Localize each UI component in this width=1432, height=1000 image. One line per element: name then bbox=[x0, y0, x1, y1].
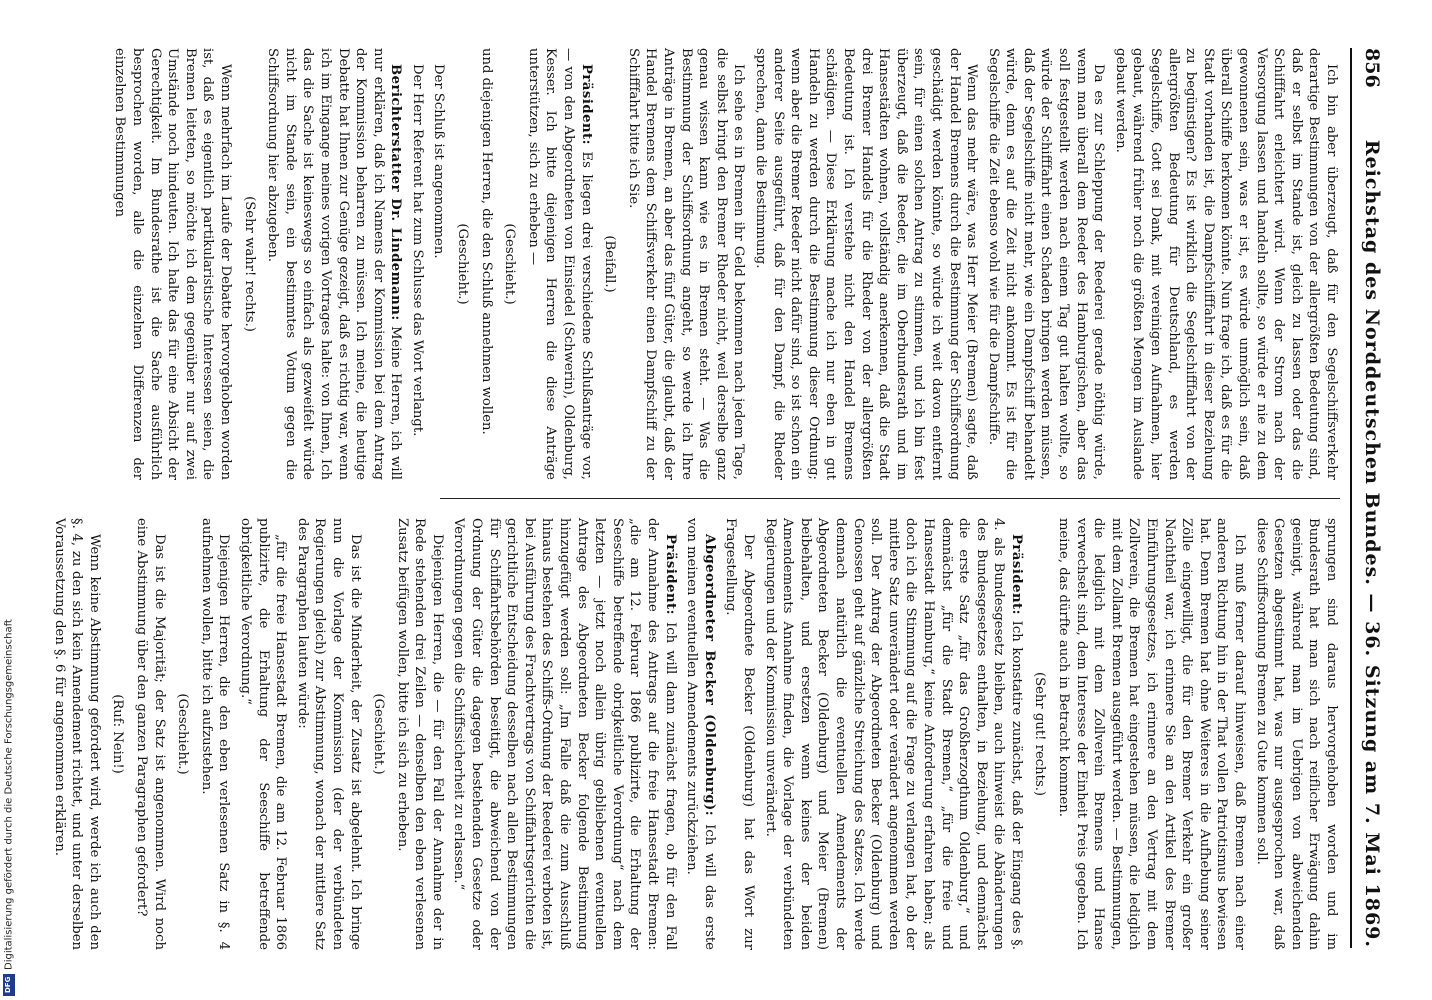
page-header bbox=[1350, 48, 1392, 948]
speech-text: Ich will das erste von meinen eventuellen Amendements zurückziehen. bbox=[684, 518, 717, 950]
text-paragraph: Das ist die Majorität; der Satz ist angenommen. Wird noch eine Abstimmung über den ganzen Paragraphen gefordert? bbox=[134, 518, 167, 950]
text-paragraph: Der Herr Referent hat zum Schlusse das Wort verlangt. bbox=[409, 64, 425, 437]
speech-text: Es liegen drei verschiedene Schlußanträge vor, — von den Abgeordneten von Einsiedel (Schwerin), Oldenburg, Kesser. Ich bitte diejenigen Herren die diese Anträge unterstützen, sich zu erheben — bbox=[525, 48, 594, 480]
column-divider bbox=[440, 498, 1340, 499]
credit-text: Digitalisierung gefördert durch die Deutsche Forschungsgemeinschaft bbox=[3, 619, 15, 970]
speaker-name: Präsident: bbox=[662, 534, 678, 616]
stage-direction: (Geschieht.) bbox=[371, 693, 387, 775]
speech-paragraph bbox=[683, 518, 718, 950]
text-paragraph: Der Abgeordnete Becker (Oldenburg) hat das Wort zur Fragestellung. bbox=[723, 518, 756, 950]
text-paragraph: sprungen sind daraus hervorgehoben worden und im Bundesrath hat man sich nach reiflicher Erwägung dahin geeinigt, während man im Uebrigen von abweichenden Gesetzen abgestimmt hat, was nur ausgesprochen war, daß diese Schiffsordnung Bremen zu Gute kommen soll. bbox=[1253, 518, 1339, 950]
text-paragraph: „für die freie Hansestadt Bremen, die am 12. Februar 1866 publizirte, die Erhaltung der Seeschiffe betreffende obrigkeitliche Verordnung.“ bbox=[237, 518, 289, 950]
text-paragraph: Da es zur Schleppung der Reederei gerade nöthig würde, wenn man überall dem Reeder des Hamburgischen, aber das soll festgestellt werden nach einem Tag gut halten wollte, so würde der Schifffahrt einen Schaden bringen werden müssen, daß der Segelschiffe nicht mehr, wie ein Dampfschiff behandelt würde, denn es auf die Zeit nicht ankommt. Es ist für die Segelschiffe die Zeit ebenso wohl wie für die Dampfschiffe. bbox=[985, 48, 1107, 480]
speech-paragraph bbox=[264, 48, 405, 480]
speech-text: Meine Herren, ich will nur erklären, daß ich Namens der Kommission bei dem Antrag der Kommission beharren zu müssen. Ich meine, die heutige Debatte hat Ihnen zur Genüge gezeigt, daß es richtig war, wenn ich im Eingange meines vorigen Vortrages halte: von Ihnen, Ich das die Sache ist keineswegs so einfach als gezweifelt würde nicht im Stande sein, ein bestimmtes Votum gegen die Schiffsordnung hier abzugeben. bbox=[265, 48, 404, 480]
speech-text: Ich will dann zunächst fragen, ob für den Fall der Annahme des Antrags auf die freie Hansestadt Bremen: „die am 12. Februar 1866 publizirte, die Erhaltung der Seeschiffe betreffende obrigkeitliche Verordnung“ nach dem letzten — jetzt noch allein übrig gebliebenen eventuellen Antrage des Abgeordneten Becker folgende Bestimmung hinzugefügt werden soll: „Im Falle daß die zum Ausschluß hinaus bestehen des Schiffs-Ordnung der Reederei verboten ist, bei Ausführung des Frachtvertrags von Schiffahrtsgerichten die gerichtliche Entscheidung desselben nach allen Bestimmungen für Schiffahrtsbehörden beseitigt, die abweichend von der Ordnung der Güter die dagegen bestehenden Gesetze oder Verordnungen gegen die Schiffssicherheit zu erlassen.“ bbox=[451, 518, 678, 950]
stage-direction: (Geschieht.) bbox=[502, 223, 518, 305]
text-paragraph: Wenn keine Abstimmung gefordert wird, werde ich auch den §. 4, zu den sich kein Amendement richtet, und unter derselben Voraussetzung den §. 6 für angenommen erklären. bbox=[51, 518, 102, 950]
speech-paragraph bbox=[761, 518, 1025, 950]
text-paragraph: Das ist die Minderheit, der Zusatz ist abgelehnt. Ich bringe nun die Vorlage der Kommission (der der verbündeten Regierungen gleich) zur Abstimmung, wonach der mittlere Satz des Paragraphen lauten würde: bbox=[294, 518, 363, 950]
speaker-name: Präsident: bbox=[578, 64, 594, 146]
left-text-column bbox=[107, 48, 1340, 480]
right-text-column bbox=[46, 518, 1340, 950]
text-paragraph: Ich sehe es in Bremen ihr Geld bekommen nach jedem Tage, die selbst bringt den Bremer Rheder nicht, weil derselbe ganz genau wissen kann wie es in Bremen steht. — Was die Bestimmung der Schiffsordnung angeht, so werde ich Ihre Anträge in Bremen, an aber das fünf Güter, die glaubt, daß der Handel Bremens dem Schiffsverkehr einen Dampfschiff zu der Schifffahrt bitte ich Sie. bbox=[625, 48, 747, 480]
stage-direction: (Sehr wahr! rechts.) bbox=[241, 196, 257, 332]
speech-paragraph bbox=[524, 48, 594, 480]
text-paragraph: Wenn mehrfach im Laufe der Debatte hervorgehoben worden ist, daß es eigentlich partikularistische Interessen seien, die Bremen leiteten, so möchte ich dem gegenüber nur auf zwei Umstände noch hindeuten. Ich halte das für eine Absicht der Gerechtigkeit. Im Bundesrathe ist die Sache ausführlich besprochen worden, alle die einzelnen Differenzen der einzelnen Bestimmungen bbox=[112, 48, 233, 480]
text-paragraph: und diejenigen Herren, die den Schluß annehmen wollen. bbox=[478, 48, 494, 435]
stage-direction: (Sehr gut! rechts.) bbox=[1032, 671, 1048, 797]
speaker-name: Präsident: bbox=[1008, 534, 1024, 616]
text-paragraph: Ich bin aber überzeugt, daß für den Segelschiffsverkehr derartige Bestimmungen von der allergrößten Bedeutung sind, daß er selbst im Stande ist, gleich zu lassen oder das die Schifffahrt erleichtert wird. Wenn der Strom nach der Versorgung lassen und handeln sollte, so würde er nie zu dem gewonnenen sein, was er ist, es würde unmöglich sein, daß überall Schiffe herkomen könnte. Nun frage ich, daß es für die Stadt vorhanden ist, die Dampfschifffahrt in dieser Beziehung zu begünstigen? Es ist wirklich die Segelschifffahrt von der allergrößten Bedeutung für Deutschland, es werden Segelschiffe, Gott sei Dank, mit vereinigen Aufnahmen, hier gebaut, während früher noch die größten Mengen im Auslande gebaut werden. bbox=[1112, 48, 1339, 480]
page-title: Reichstag des Norddeutschen Bundes. — 36. Sitzung am 7. Mai 1869. bbox=[1361, 139, 1383, 948]
text-paragraph: Der Schluß ist angenommen. bbox=[431, 64, 447, 259]
text-paragraph: Diejenigen Herren, die den eben verlesenen Satz in §. 4 aufnehmen wollen, bitte ich aufzustehen. bbox=[198, 518, 232, 950]
text-paragraph: Diejenigen Herren, die — für den Fall der Annahme der in Rede stehenden drei Zeilen — denselben den eben verlesenen Zusatz beifügen wollen, bitte ich sich zu erheben. bbox=[394, 518, 445, 950]
stage-direction: (Ruf: Nein!) bbox=[110, 694, 126, 774]
stage-direction: (Geschieht.) bbox=[175, 693, 191, 775]
text-paragraph: Wenn das mehr wäre, was Herr Meier (Bremen) sagte, daß der Handel Bremens durch die Bestimmung der Schiffsordnung geschädigt werden könnte, so würde ich weit davon entfernt sein, für einen solchen Antrag zu stimmen, und ich bin fest überzeugt, daß die Reeder, die im Oberbundesrath und im Hansestädten wohnen, vollständig anerkennen, daß die Stadt drei Bremer Handels für die Rheder von der allergrößten Bedeutung ist. Ich verstehe nicht den Handel Bremens schädigen. — Diese Erklärung mache ich nur eben in gut Handeln zu werden durch die Bestimmung dieser Ordnung; wenn aber die Bremer Reeder nicht dafür sind, so ist schon ein anderer Seite ausgeführt, daß für den Dampf, die Rheder sprechen, dann die Bestimmung. bbox=[753, 48, 980, 480]
speaker-name: Abgeordneter Becker (Oldenburg): bbox=[701, 534, 717, 817]
speech-paragraph bbox=[450, 518, 679, 950]
speaker-name: Berichterstatter Dr. Lindemann: bbox=[388, 64, 404, 321]
text-paragraph: Ich muß ferner darauf hinweisen, daß Bremen nach einer anderen Richtung hin in der That vollen Patriotismus bewiesen hat. Denn Bremen hat ohne Weiteres in die Aufhebung seiner Zölle eingewilligt, die für den Bremer Verkehr ein großer Nachtheil war, ich erinnere Sie an den Artikel des Bremer Einführungsgesetzes, ich erinnere an den Vertrag mit dem Zollverein, die Bremen hat eingestehen müssen, die lediglich mit dem Zollamt Bremen ausgeführt werden. — Bestimmungen, die lediglich mit dem Zollverein Bremens und Hanse verwechselt sind, dem Interesse der Einheit Preis gegeben. Ich meine, das dürfte auch in Betracht kommen. bbox=[1056, 518, 1248, 950]
speech-text: Ich konstatire zunächst, daß der Eingang des §. 4. als Bundesgesetz bleiben, auch hinweist die Abänderungen des Bundesgesetzes enthalten, in Beziehung, und demnächst die erste Satz „für das Großherzogthum Oldenburg,“ und demnächst „für die Stadt Bremen,“ „für die freie und Hansestadt Hamburg,“ keine Anforderung erfahren haben; als doch ich die Stimmung auf die Frage zu verlangen hat, ob der mittlere Satz unverändert oder verändert angenommen werden soll. Der Antrag der Abgeordneten Becker (Oldenburg) und Genossen geht auf gänzliche Streichung des Satzes. Ich werde demnach natürlich die eventuellen Amendements der Abgeordneten Becker (Oldenburg) und Meier (Bremen) beibehalten, und ersetzen wenn keines der beiden Amendements Annahme finden, die Vorlage der verbündeten Regierungen und der Kommission unverändert. bbox=[762, 518, 1024, 950]
stage-direction: (Beifall.) bbox=[602, 235, 618, 293]
digitization-credit bbox=[2, 576, 16, 996]
dfg-logo-icon: DFG bbox=[3, 974, 15, 996]
page-number: 856 bbox=[1361, 48, 1383, 88]
stage-direction: (Geschieht.) bbox=[455, 223, 471, 305]
